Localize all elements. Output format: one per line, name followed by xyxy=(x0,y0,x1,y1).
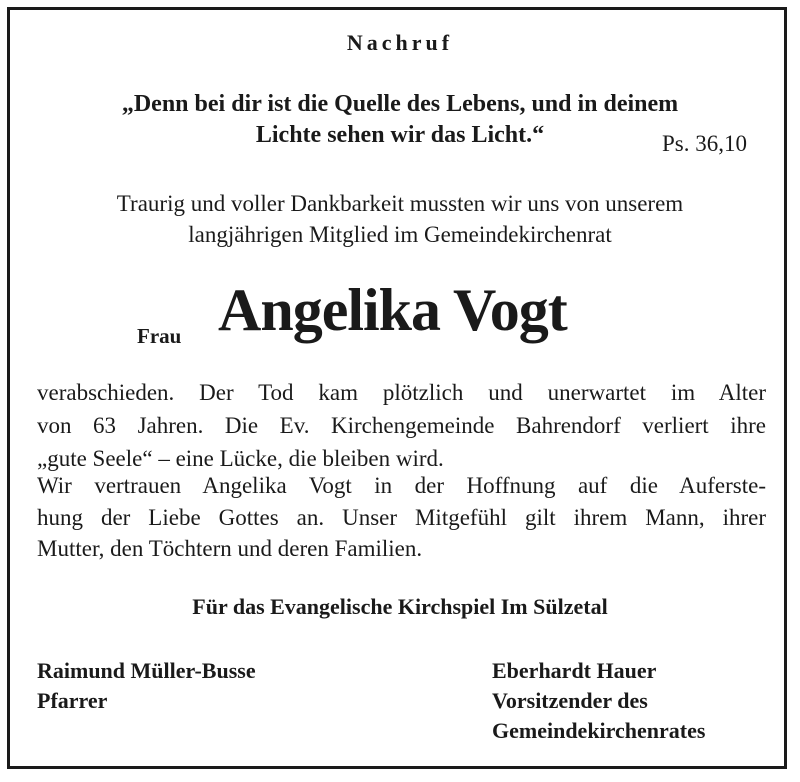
body-line: „gute Seele“ – eine Lücke, die bleiben wird. xyxy=(37,446,444,471)
deceased-name: Angelika Vogt xyxy=(218,277,567,343)
body-line: Wir vertrauen Angelika Vogt in der Hoffnung auf die Auferste- xyxy=(37,473,766,498)
signatory-left-role: Pfarrer xyxy=(37,688,108,713)
intro-line-2: langjährigen Mitglied im Gemeindekirchenrat xyxy=(188,222,612,247)
salutation: Frau xyxy=(137,324,182,348)
bible-verse-line-1: „Denn bei dir ist die Quelle des Lebens, und in deinem xyxy=(121,91,679,117)
signatory-right-name: Eberhardt Hauer xyxy=(492,658,657,683)
notice-title: Nachruf xyxy=(346,30,454,55)
signatory-right-role-line-1: Vorsitzender des xyxy=(492,688,648,713)
body-line: Mutter, den Töchtern und deren Familien. xyxy=(37,536,423,561)
body-line: hung der Liebe Gottes an. Unser Mitgefühl gilt ihrem Mann, ihrer xyxy=(37,505,766,530)
verse-reference: Ps. 36,10 xyxy=(662,131,747,156)
body-line: verabschieden. Der Tod kam plötzlich und unerwartet im Alter xyxy=(37,380,766,405)
intro-line-1: Traurig und voller Dankbarkeit mussten wir uns von unserem xyxy=(116,191,684,216)
bible-verse-line-2: Lichte sehen wir das Licht.“ xyxy=(255,122,545,148)
signatory-right-role-line-2: Gemeindekirchenrates xyxy=(492,718,706,743)
signatory-left-name: Raimund Müller-Busse xyxy=(37,658,256,683)
body-line: von 63 Jahren. Die Ev. Kirchengemeinde Bahrendorf verliert ihre xyxy=(37,413,766,438)
organization: Für das Evangelische Kirchspiel Im Sülzetal xyxy=(192,594,608,619)
